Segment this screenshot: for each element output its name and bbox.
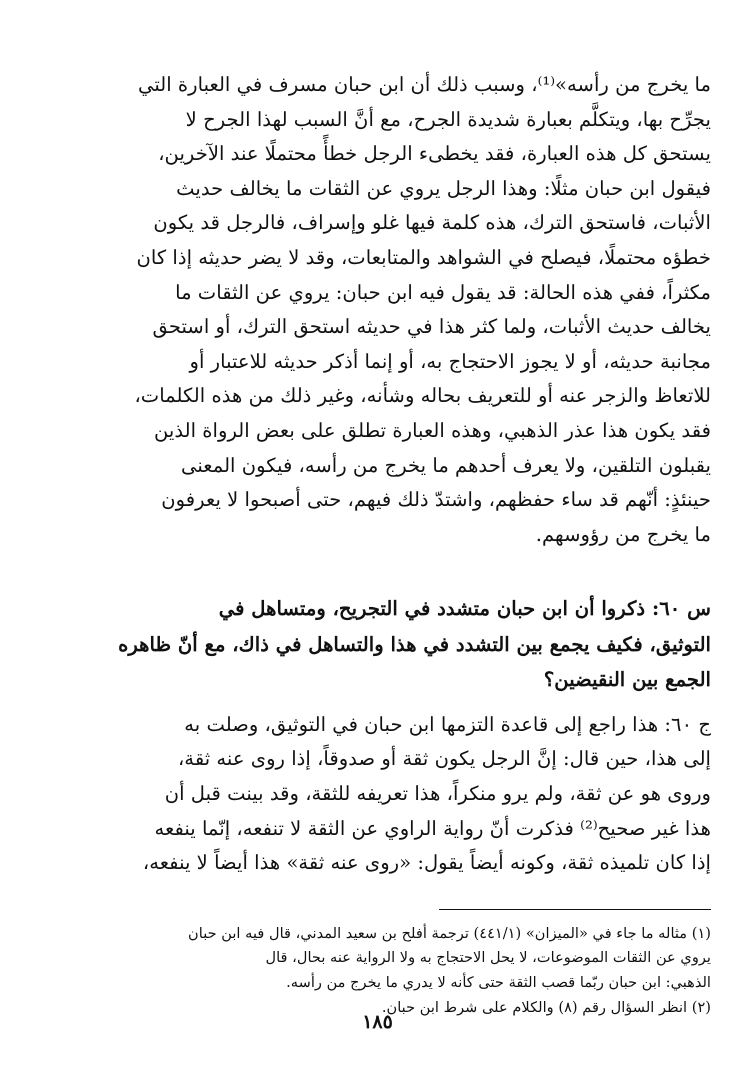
footnote-line: الذهبي: ابن حبان ربّما قصب الثقة حتى كأنه لا يدري ما يخرج من رأسه. <box>286 973 711 991</box>
body-line: فيقول ابن حبان مثلًا: وهذا الرجل يروي عن الثقات ما يخالف حديث <box>176 176 711 200</box>
footnote-divider <box>439 909 711 910</box>
answer-line: إذا كان تلميذه ثقة، وكونه أيضاً يقول: «روى عنه ثقة» هذا أيضاً لا ينفعه، <box>142 851 711 875</box>
question-line: التوثيق، فكيف يجمع بين التشدد في هذا والتساهل في ذاك، مع أنّ ظاهره <box>118 632 711 656</box>
footnote-line: (١) مثاله ما جاء في «الميزان» (٤٤١/١) ترجمة أفلح بن سعيد المدني، قال فيه ابن حبان <box>188 924 711 942</box>
answer-60 <box>46 708 711 881</box>
body-line: خطؤه محتملًا، فيصلح في الشواهد والمتابعات، وقد لا يضر حديثه إذا كان <box>136 245 711 269</box>
answer-line: وروى هو عن ثقة، ولم يرو منكراً، هذا تعريفه للثقة، وقد بينت قبل أن <box>164 782 711 805</box>
footnotes <box>46 922 711 1020</box>
body-line: يجرِّح بها، ويتكلَّم بعبارة شديدة الجرح، مع أنَّ السبب لهذا الجرح لا <box>185 107 711 131</box>
body-line: ما يخرج من رأسه»⁽¹⁾، وسبب ذلك أن ابن حبان مسرف في العبارة التي <box>138 73 711 96</box>
body-line: مجانبة حديثه، أو لا يجوز الاحتجاج به، أو إنما أذكر حديثه للاعتبار أو <box>189 349 711 373</box>
body-line: يخالف حديث الأثبات، ولما كثر هذا في حديثه استحق الترك، أو استحق <box>152 315 711 339</box>
question-line: الجمع بين النقيضين؟ <box>543 668 711 692</box>
body-line: الأثبات، فاستحق الترك، هذه كلمة فيها غلو وإسراف، فالرجل قد يكون <box>153 211 711 235</box>
question-line: س ٦٠: ذكروا أن ابن حبان متشدد في التجريح، ومتساهل في <box>218 597 711 621</box>
answer-line: ج ٦٠: هذا راجع إلى قاعدة التزمها ابن حبان في التوثيق، وصلت به <box>184 712 711 736</box>
answer-line: إلى هذا، حين قال: إنَّ الرجل يكون ثقة أو صدوقاً، إذا روى عنه ثقة، <box>177 747 711 771</box>
body-line: يستحق كل هذه العبارة، فقد يخطىء الرجل خطأً محتملًا عند الآخرين، <box>158 142 711 166</box>
body-line: فقد يكون هذا عذر الذهبي، وهذه العبارة تطلق على بعض الرواة الذين <box>153 418 711 442</box>
body-line: ما يخرج من رؤوسهم. <box>535 522 711 546</box>
body-line: يقبلون التلقين، ولا يعرف أحدهم ما يخرج من رأسه، فيكون المعنى <box>181 453 711 477</box>
footnote-line: (٢) انظر السؤال رقم (٨) والكلام على شرط ابن حبان. <box>381 998 711 1016</box>
body-line: مكثراً، ففي هذه الحالة: قد يقول فيه ابن حبان: يروي عن الثقات ما <box>175 280 711 304</box>
page-number: ١٨٥ <box>362 1011 393 1033</box>
answer-line: هذا غير صحيح⁽²⁾ فذكرت أنّ رواية الراوي عن الثقة لا تنفعه، إنّما ينفعه <box>154 816 711 840</box>
body-line: حينئذٍ: أنّهم قد ساء حفظهم، واشتدّ ذلك فيهم، حتى أصبحوا لا يعرفون <box>161 488 711 512</box>
footnote-line: يروي عن الثقات الموضوعات، لا يحل الاحتجاج به ولا الرواية عنه بحال، قال <box>265 949 711 967</box>
body-paragraph <box>46 68 711 552</box>
body-line: للاتعاظ والزجر عنه أو للتعريف بحاله وشأنه، وغير ذلك من هذه الكلمات، <box>134 384 711 408</box>
question-60 <box>46 591 711 698</box>
